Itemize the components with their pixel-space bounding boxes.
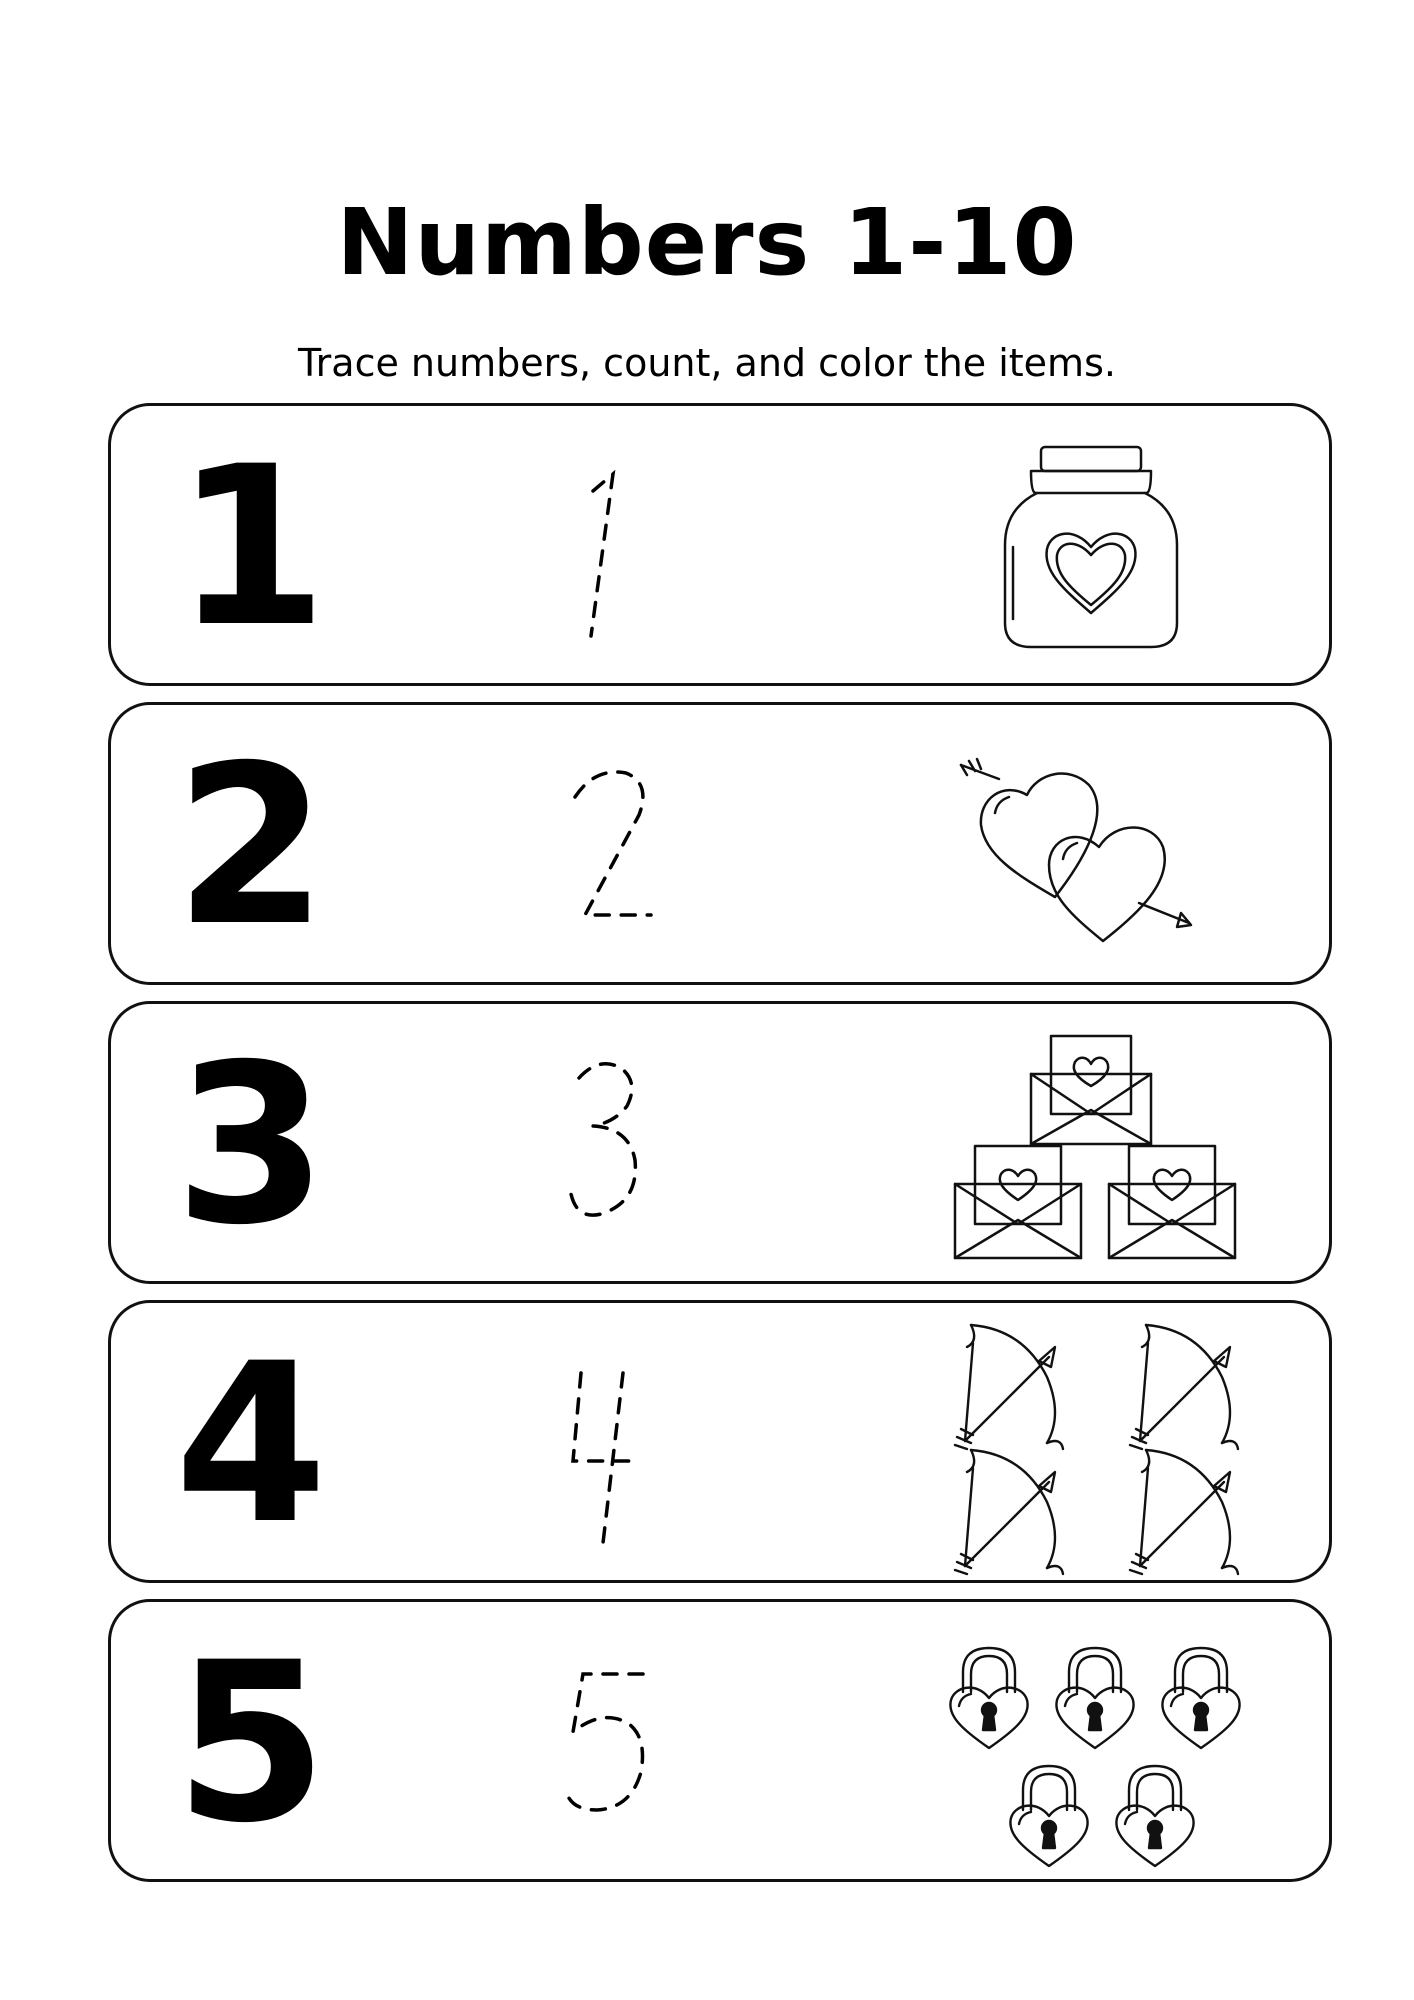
worksheet-title: Numbers 1-10 [336,189,1078,296]
trace-number[interactable] [511,1612,731,1875]
heart-padlock-icon[interactable] [949,1642,1249,1872]
worksheet-instructions: Trace numbers, count, and color the items. [298,341,1116,385]
number-label: 2 [174,718,328,974]
number-label: 5 [174,1615,328,1871]
number-label: 3 [174,1017,328,1273]
love-jar-icon[interactable] [991,443,1171,653]
number-row-5 [108,1599,1332,1882]
trace-number[interactable] [511,416,731,679]
trace-number[interactable] [511,715,731,978]
number-row-3 [108,1001,1332,1284]
number-label: 1 [174,419,328,675]
number-label: 4 [174,1316,328,1572]
trace-number[interactable] [511,1014,731,1277]
number-row-1 [108,403,1332,686]
bow-and-arrow-icon[interactable] [951,1317,1271,1575]
trace-number[interactable] [511,1313,731,1576]
hearts-with-arrow-icon[interactable] [951,755,1221,955]
number-row-2 [108,702,1332,985]
love-letter-icon[interactable] [951,1024,1251,1274]
number-row-4 [108,1300,1332,1583]
